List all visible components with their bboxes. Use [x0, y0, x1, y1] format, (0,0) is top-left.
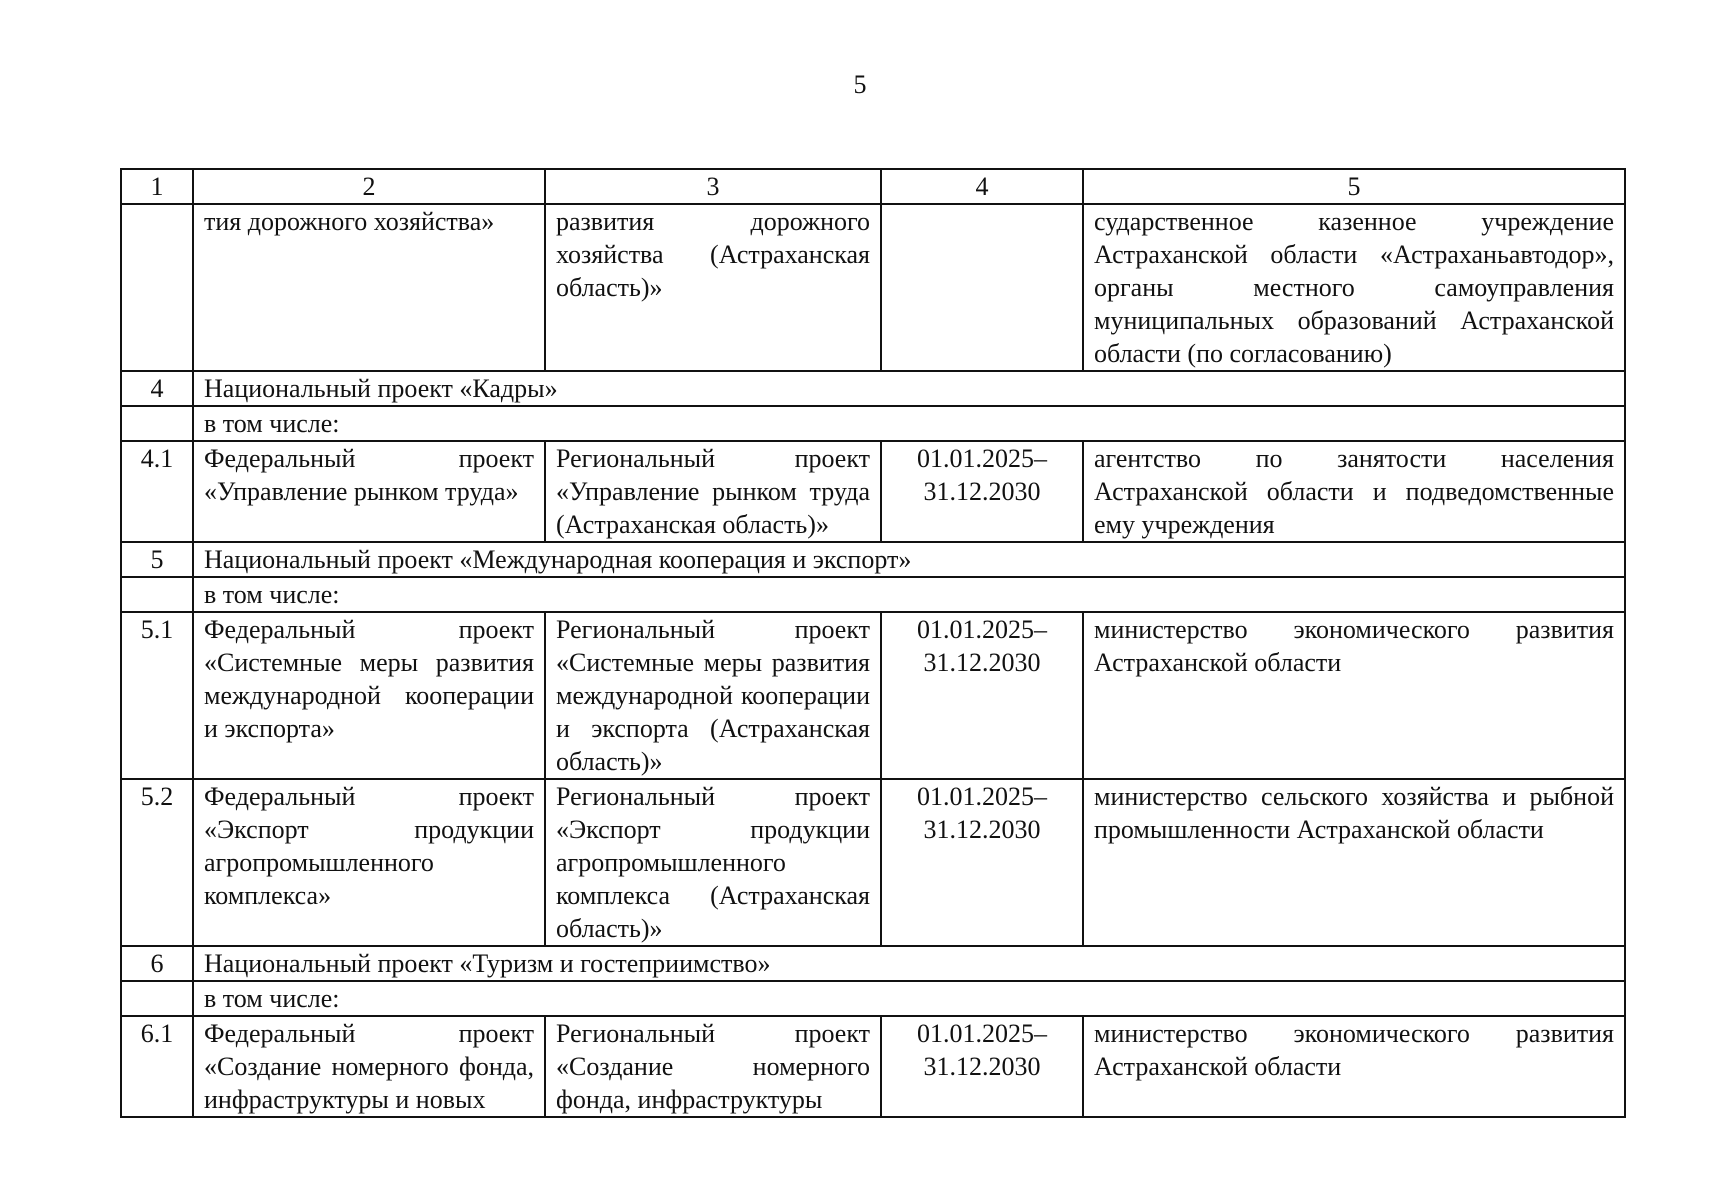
row-number-cell: 5.2	[121, 779, 193, 946]
federal-project-cell: Федеральный проект «Создание номерного фонда, инфраструктуры и новых	[193, 1016, 545, 1117]
table-row	[121, 1016, 1625, 1117]
period-cell: 01.01.2025–31.12.2030	[881, 779, 1083, 946]
column-header: 1	[121, 169, 193, 204]
subheader-text: в том числе:	[193, 981, 1625, 1016]
table-row	[121, 204, 1625, 371]
row-number-cell	[121, 204, 193, 371]
section-row	[121, 946, 1625, 981]
period-cell: 01.01.2025–31.12.2030	[881, 441, 1083, 542]
column-header: 4	[881, 169, 1083, 204]
section-number: 6	[121, 946, 193, 981]
responsible-cell: агентство по занятости населения Астраханской области и подведомственные ему учреждения	[1083, 441, 1625, 542]
empty-cell	[121, 577, 193, 612]
column-header: 3	[545, 169, 881, 204]
projects-table	[120, 168, 1626, 1118]
regional-project-cell: Региональный проект «Системные меры развития международной кооперации и экспорта (Астраханская область)»	[545, 612, 881, 779]
subheader-row	[121, 577, 1625, 612]
table-row	[121, 441, 1625, 542]
responsible-cell: сударственное казенное учреждение Астраханской области «Астраханьавтодор», органы местного самоуправления муниципальных образований Астраханской области (по согласованию)	[1083, 204, 1625, 371]
subheader-row	[121, 981, 1625, 1016]
row-number-cell: 6.1	[121, 1016, 193, 1117]
empty-cell	[121, 406, 193, 441]
column-header: 2	[193, 169, 545, 204]
empty-cell	[121, 981, 193, 1016]
federal-project-cell: Федеральный проект «Системные меры развития международной кооперации и экспорта»	[193, 612, 545, 779]
regional-project-cell: Региональный проект «Управление рынком труда (Астраханская область)»	[545, 441, 881, 542]
responsible-cell: министерство экономического развития Астраханской области	[1083, 612, 1625, 779]
subheader-text: в том числе:	[193, 406, 1625, 441]
responsible-cell: министерство экономического развития Астраханской области	[1083, 1016, 1625, 1117]
regional-project-cell: Региональный проект «Экспорт продукции агропромышленного комплекса (Астраханская область)»	[545, 779, 881, 946]
regional-project-cell: развития дорожного хозяйства (Астраханская область)»	[545, 204, 881, 371]
period-cell: 01.01.2025–31.12.2030	[881, 1016, 1083, 1117]
period-cell	[881, 204, 1083, 371]
federal-project-cell: тия дорожного хозяйства»	[193, 204, 545, 371]
section-title: Национальный проект «Кадры»	[193, 371, 1625, 406]
section-title: Национальный проект «Туризм и гостеприимство»	[193, 946, 1625, 981]
column-header: 5	[1083, 169, 1625, 204]
section-row	[121, 371, 1625, 406]
section-number: 4	[121, 371, 193, 406]
federal-project-cell: Федеральный проект «Экспорт продукции агропромышленного комплекса»	[193, 779, 545, 946]
row-number-cell: 5.1	[121, 612, 193, 779]
table-row	[121, 779, 1625, 946]
page-number: 5	[853, 70, 867, 99]
federal-project-cell: Федеральный проект «Управление рынком труда»	[193, 441, 545, 542]
section-number: 5	[121, 542, 193, 577]
subheader-text: в том числе:	[193, 577, 1625, 612]
subheader-row	[121, 406, 1625, 441]
period-cell: 01.01.2025–31.12.2030	[881, 612, 1083, 779]
section-title: Национальный проект «Международная кооперация и экспорт»	[193, 542, 1625, 577]
section-row	[121, 542, 1625, 577]
table-row	[121, 612, 1625, 779]
row-number-cell: 4.1	[121, 441, 193, 542]
table-header-row	[121, 169, 1625, 204]
responsible-cell: министерство сельского хозяйства и рыбной промышленности Астраханской области	[1083, 779, 1625, 946]
regional-project-cell: Региональный проект «Создание номерного фонда, инфраструктуры	[545, 1016, 881, 1117]
